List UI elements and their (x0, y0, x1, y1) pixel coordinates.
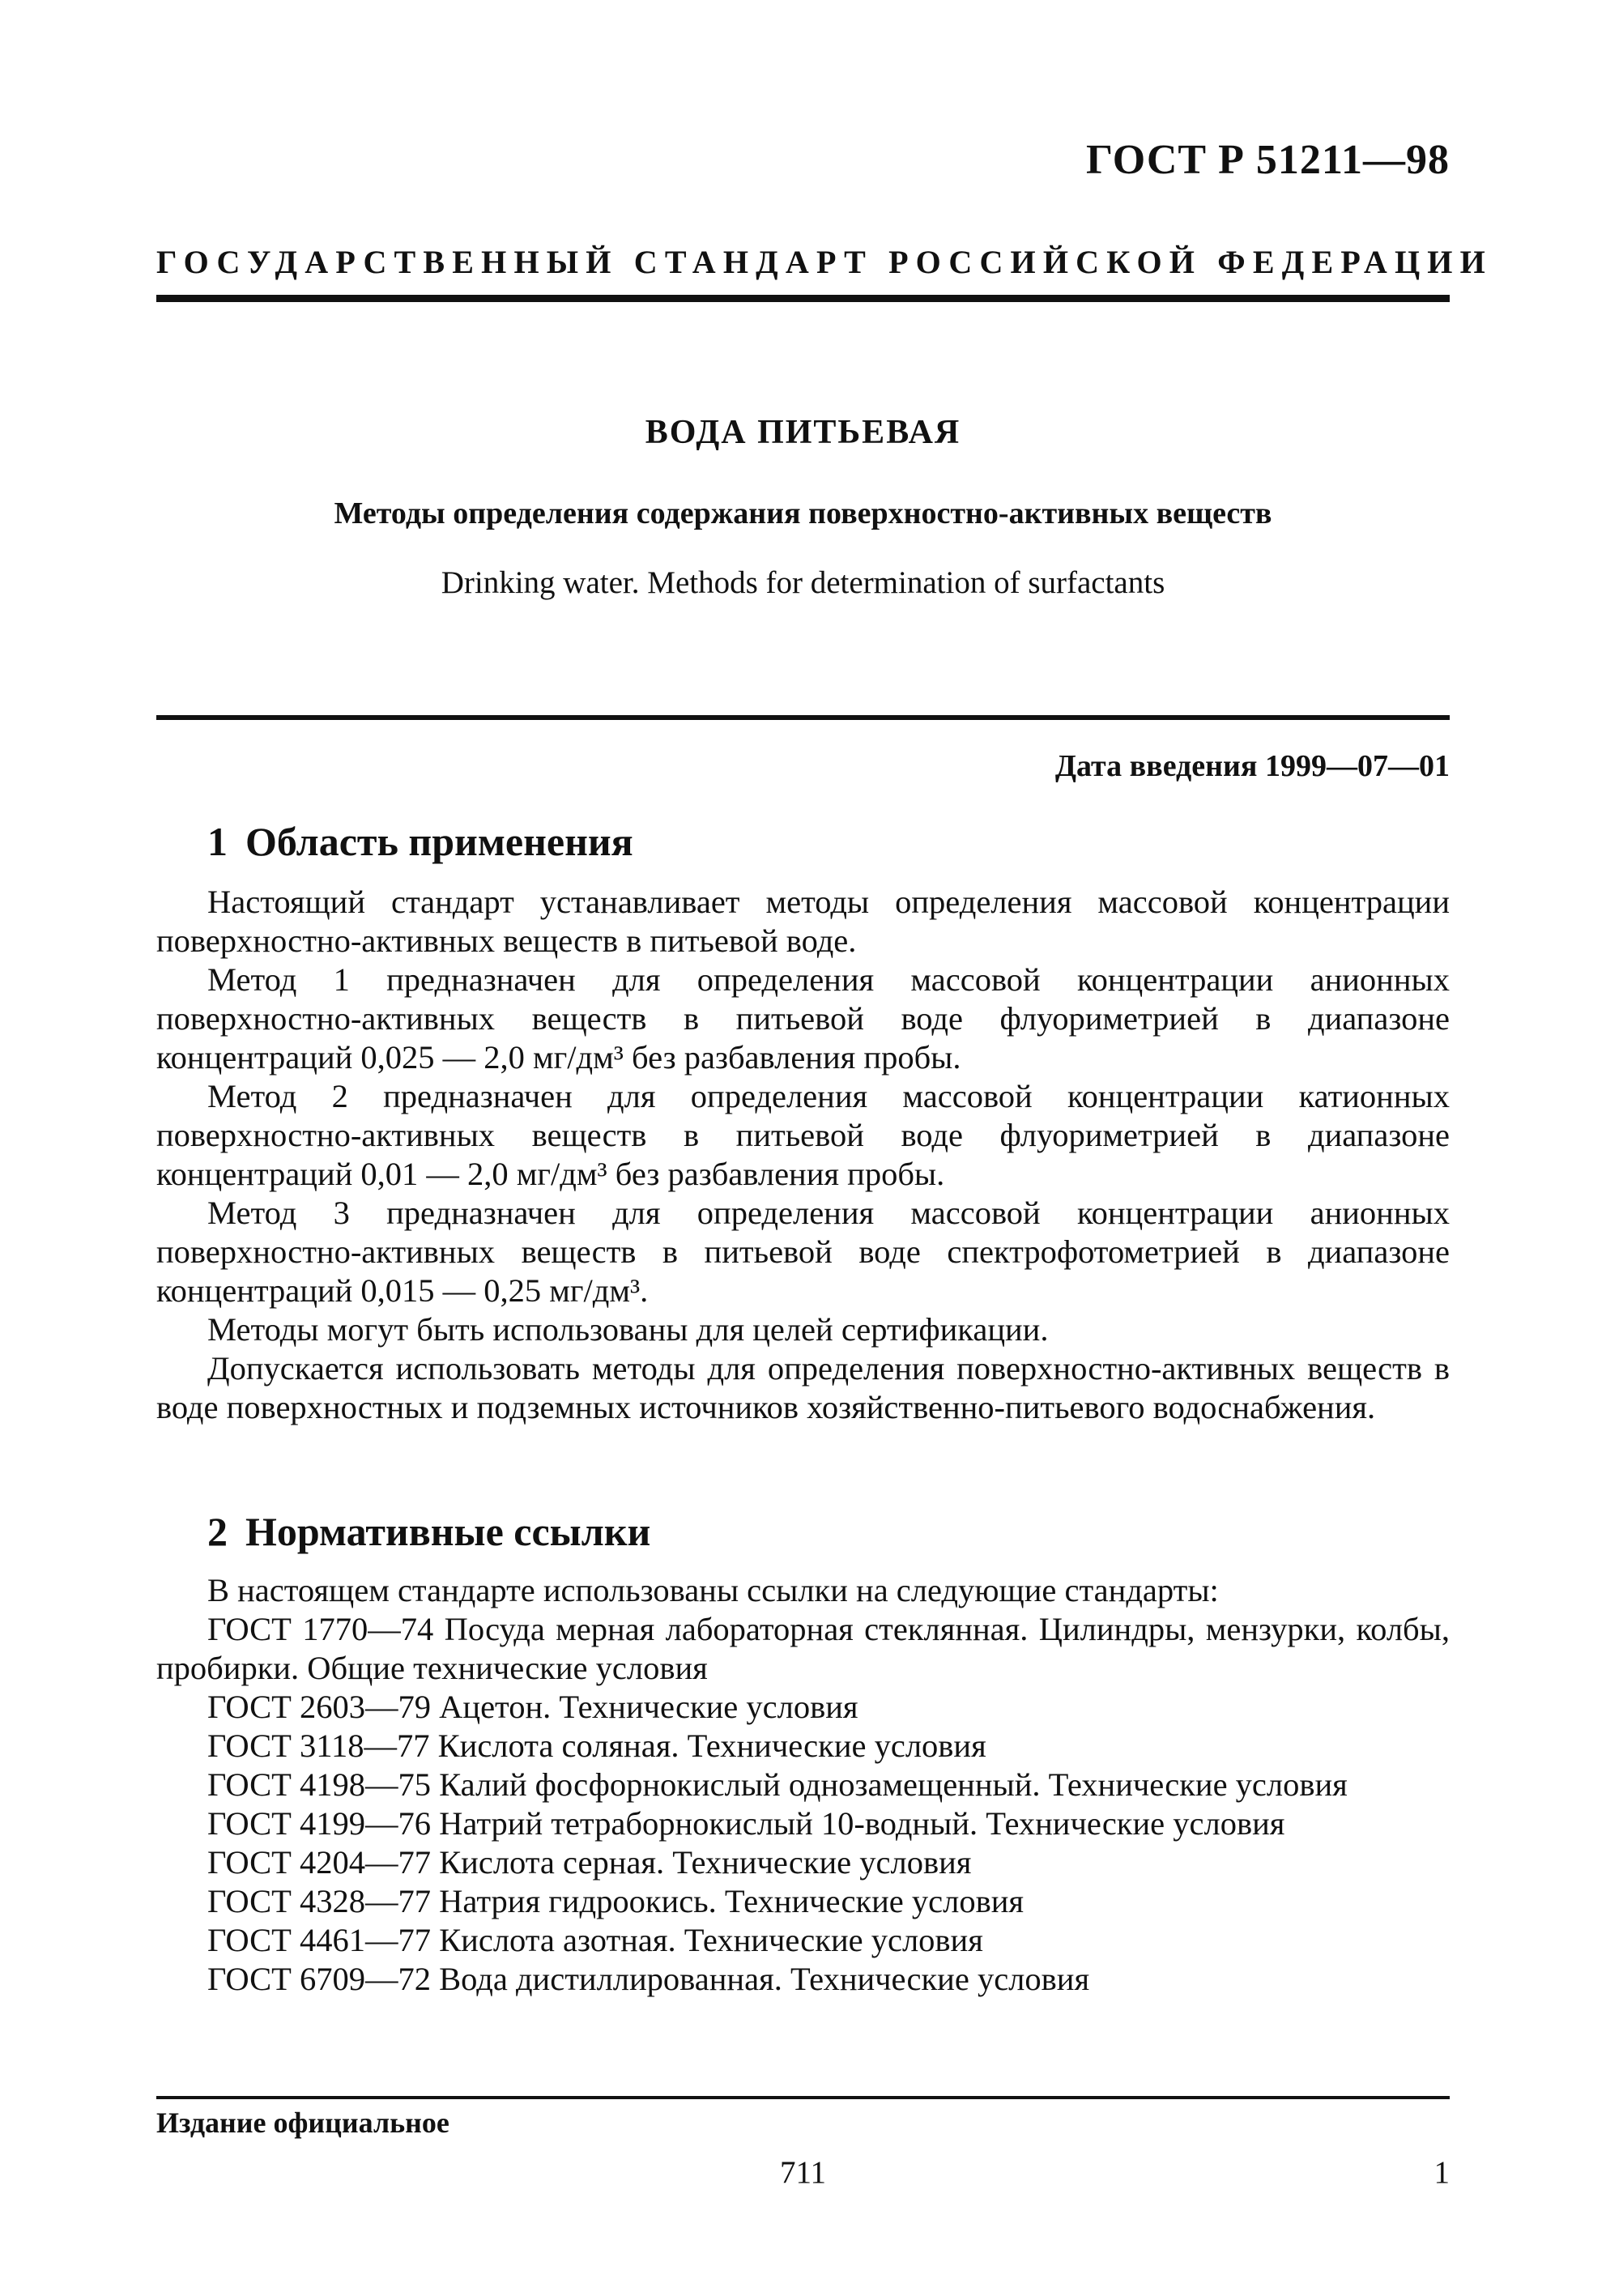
reference-item: ГОСТ 1770—74 Посуда мерная лабораторная стеклянная. Цилиндры, мензурки, колбы, пробирки. Общие технические условия (156, 1611, 1450, 1686)
reference-item: ГОСТ 2603—79 Ацетон. Технические условия (207, 1689, 858, 1725)
reference-item: ГОСТ 4198—75 Калий фосфорнокислый однозамещенный. Технические условия (207, 1766, 1348, 1803)
reference-item: ГОСТ 4461—77 Кислота азотная. Технические условия (207, 1922, 983, 1958)
reference-item: ГОСТ 4204—77 Кислота серная. Технические условия (207, 1844, 972, 1881)
section-1-body (156, 883, 1450, 1427)
paragraph: Методы могут быть использованы для целей сертификации. (207, 1311, 1049, 1348)
paragraph: Метод 2 предназначен для определения массовой концентрации катионных поверхностно-активных веществ в питьевой воде флуориметрией в диапазоне концентраций 0,01 — 2,0 мг/дм³ без разбавления пробы. (156, 1078, 1450, 1192)
paragraph: Настоящий стандарт устанавливает методы определения массовой концентрации поверхностно-активных веществ в питьевой воде. (156, 884, 1450, 959)
section-1-heading (207, 818, 633, 865)
reference-item: ГОСТ 4199—76 Натрий тетраборнокислый 10-водный. Технические условия (207, 1805, 1285, 1842)
section-2-body (156, 1571, 1450, 1999)
paragraph: Допускается использовать методы для определения поверхностно-активных веществ в воде поверхностных и подземных источников хозяйственно-питьевого водоснабжения. (156, 1350, 1450, 1425)
title-divider (156, 715, 1450, 720)
page-number-center: 711 (779, 2155, 827, 2190)
paragraph: Метод 1 предназначен для определения массовой концентрации анионных поверхностно-активных веществ в питьевой воде флуориметрией в диапазоне концентраций 0,025 — 2,0 мг/дм³ без разбавления пробы. (156, 961, 1450, 1076)
paragraph: В настоящем стандарте использованы ссылки на следующие стандарты: (207, 1572, 1219, 1608)
section-number: 1 (207, 819, 228, 864)
state-standard-header: ГОСУДАРСТВЕННЫЙ СТАНДАРТ РОССИЙСКОЙ ФЕДЕРАЦИИ (156, 244, 1493, 280)
introduction-date: Дата введения 1999—07—01 (1054, 749, 1450, 783)
section-title: Нормативные ссылки (245, 1509, 651, 1554)
section-number: 2 (207, 1509, 228, 1554)
english-title: Drinking water. Methods for determination of surfactants (441, 565, 1165, 600)
section-title: Область применения (245, 819, 633, 864)
document-subtitle: Методы определения содержания поверхностно-активных веществ (334, 496, 1272, 530)
footer-divider (156, 2096, 1450, 2099)
section-2-heading (207, 1508, 650, 1555)
paragraph: Метод 3 предназначен для определения массовой концентрации анионных поверхностно-активных веществ в питьевой воде спектрофотометрией в диапазоне концентраций 0,015 — 0,25 мг/дм³. (156, 1195, 1450, 1309)
reference-item: ГОСТ 6709—72 Вода дистиллированная. Технические условия (207, 1961, 1090, 1997)
edition-label: Издание официальное (156, 2106, 449, 2139)
reference-item: ГОСТ 3118—77 Кислота соляная. Технические условия (207, 1727, 986, 1764)
header-divider (156, 295, 1450, 302)
document-number: ГОСТ Р 51211—98 (1085, 137, 1450, 183)
document-title: ВОДА ПИТЬЕВАЯ (645, 414, 961, 451)
reference-item: ГОСТ 4328—77 Натрия гидроокись. Технические условия (207, 1883, 1025, 1919)
page-number-right: 1 (1433, 2155, 1450, 2190)
